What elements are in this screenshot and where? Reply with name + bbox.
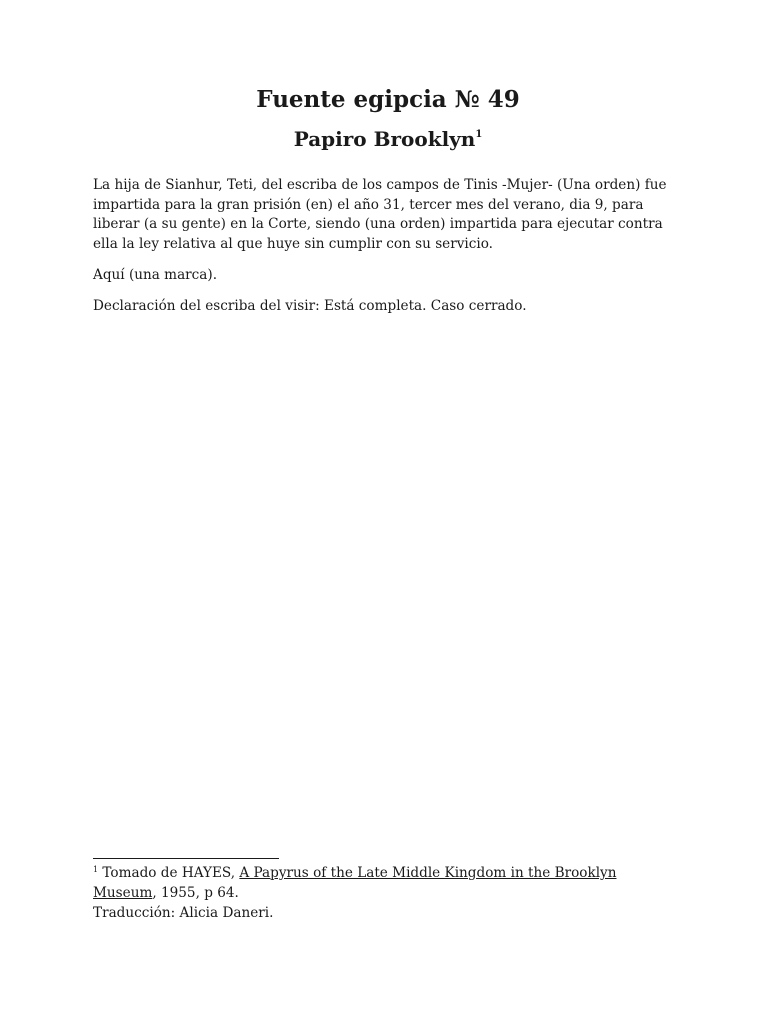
footnote-source-link[interactable]: A Papyrus of the Late Middle Kingdom in the Brooklyn Museum [93,865,617,901]
footnote-1 [93,863,683,903]
footnote-suffix: , 1955, p 64. [152,885,239,901]
subtitle-footnote-marker[interactable]: 1 [475,129,483,140]
paragraph-declaration: Declaración del escriba del visir: Está completa. Caso cerrado. [93,297,527,314]
footnote-prefix: Tomado de HAYES, [98,865,240,881]
footnote-marker: 1 [93,865,99,874]
footnote-translation: Traducción: Alicia Daneri. [93,905,274,921]
paragraph-order: La hija de Sianhur, Teti, del escriba de los campos de Tinis -Mujer- (Una orden) fue impartida para la gran prisión (en) el año 31, tercer mes del verano, dia 9, para liberar (a su gente) en la Corte, siendo (una orden) impartida para ejecutar contra ella la ley relativa al que huye sin cumplir con su servicio. [93,177,667,252]
footnotes [93,863,683,923]
paragraph-mark: Aquí (una marca). [93,266,218,283]
subtitle-text: Papiro Brooklyn [293,127,476,151]
document-body [93,176,683,328]
footnote-separator [93,858,279,859]
document-title: Fuente egipcia № 49 [256,86,520,113]
document-subtitle [93,124,683,154]
document-page [93,0,683,1024]
